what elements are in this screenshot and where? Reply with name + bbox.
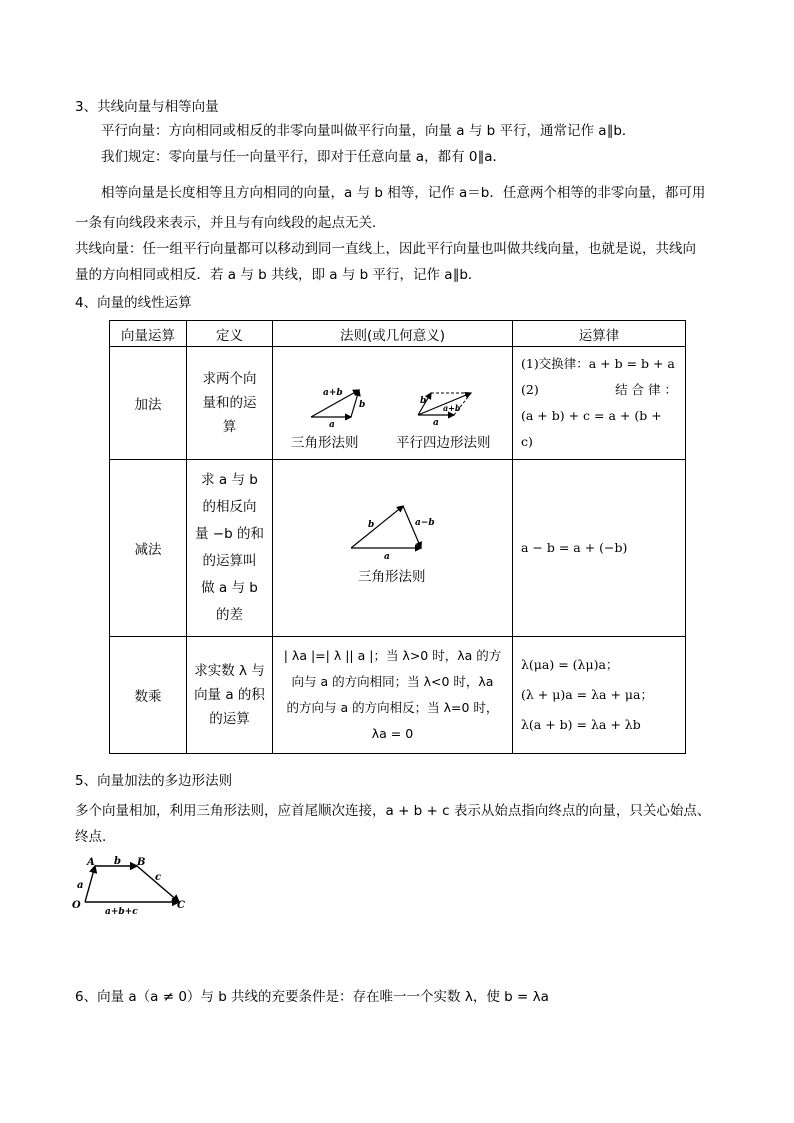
subtraction-law: a − b = a + (−b)	[521, 540, 628, 555]
mul-laws	[513, 637, 686, 754]
sub-vector-b	[351, 506, 403, 548]
parallelogram-rule-figure	[418, 393, 471, 428]
para-label-b: b	[420, 396, 427, 406]
tri-label-b: b	[359, 400, 366, 410]
triangle-rule-figure	[311, 388, 365, 430]
section4-heading: 4、向量的线性运算	[75, 295, 192, 311]
sub-def-line: 的相反向	[202, 499, 257, 515]
section5-heading: 5、向量加法的多边形法则	[75, 773, 233, 789]
section3-heading: 3、共线向量与相等向量	[75, 99, 219, 115]
header-operation: 向量运算	[110, 321, 187, 347]
sub-def-line: 做 a 与 b	[201, 580, 258, 596]
sub-def-line: 量 −b 的和	[195, 526, 264, 542]
mul-law-line: λ(a + b) = λa + λb	[521, 717, 641, 732]
table-row-subtraction	[110, 460, 686, 637]
poly-point-B: B	[137, 857, 146, 868]
add-op: 加法	[110, 347, 187, 460]
parallelogram-rule-label: 平行四边形法则	[396, 435, 491, 451]
mul-definition	[187, 637, 273, 754]
sub-label-a: a	[384, 551, 390, 562]
mul-rule-line: λa = 0	[371, 726, 414, 741]
sub-triangle-rule-label: 三角形法则	[358, 568, 426, 585]
mul-def-line: 向量 a 的积	[194, 687, 265, 703]
associative-label: 结 合 律 ：	[615, 382, 677, 397]
sub-def-line: 的运算叫	[202, 553, 257, 569]
poly-label-b: b	[114, 856, 121, 867]
vector-operations-table	[109, 320, 686, 754]
mul-rule-line: 向与 a 的方向相同；当 λ<0 时，λa	[291, 674, 494, 689]
poly-point-O: O	[72, 900, 81, 911]
table-header-row	[110, 321, 686, 347]
associative-number: (2)	[521, 382, 539, 397]
add-laws	[513, 347, 686, 460]
table-row-scalar	[110, 637, 686, 754]
sub-law	[513, 460, 686, 637]
sub-label-amb: a−b	[415, 517, 435, 528]
sub-def-line: 求 a 与 b	[201, 472, 258, 488]
associative-law: (a + b) + c = a + (b + c)	[521, 408, 662, 449]
mul-rule-line: | λa |=| λ || a |；当 λ>0 时，λa 的方	[283, 648, 502, 663]
header-law: 运算律	[513, 321, 686, 347]
header-rule: 法则(或几何意义)	[273, 321, 513, 347]
mul-op: 数乘	[110, 637, 187, 754]
poly-point-C: C	[177, 900, 185, 911]
subtraction-figure	[273, 461, 513, 636]
mul-rule	[273, 637, 513, 754]
poly-label-a: a	[77, 880, 84, 891]
equal-vector-line1: 相等向量是长度相等且方向相同的向量，a 与 b 相等，记作 a＝b．任意两个相等的非零向量，都可用	[101, 185, 706, 201]
add-definition	[187, 347, 273, 460]
mul-law-line: λ(μa) = (λμ)a；	[521, 657, 619, 672]
add-def-line: 算	[222, 419, 237, 435]
sub-label-b: b	[368, 519, 375, 530]
add-def-line: 量和的运	[202, 395, 257, 411]
sub-definition	[187, 460, 273, 637]
commutative-law: (1)交换律：a + b = b + a	[521, 356, 675, 371]
sub-def-line: 的差	[216, 607, 243, 623]
add-def-line: 求两个向	[202, 371, 257, 387]
tri-label-ab: a+b	[323, 388, 343, 398]
section5-line2: 终点.	[75, 829, 107, 845]
poly-point-A: A	[87, 857, 95, 868]
zero-vector-rule: 我们规定：零向量与任一向量平行，即对于任意向量 a，都有 0∥a．	[101, 149, 506, 165]
poly-vector-a	[85, 866, 95, 902]
section6-text: 6、向量 a（a ≠ 0）与 b 共线的充要条件是：存在唯一一个实数 λ，使 b = λa	[75, 989, 549, 1005]
header-definition: 定义	[187, 321, 273, 347]
sub-op: 减法	[110, 460, 187, 637]
sub-rule	[273, 460, 513, 637]
tri-label-a: a	[329, 420, 335, 430]
mul-def-line: 的运算	[209, 711, 250, 727]
poly-label-sum: a+b+c	[105, 907, 138, 917]
mul-law-line: (λ + μ)a = λa + μa；	[521, 687, 653, 702]
mul-def-line: 求实数 λ 与	[194, 663, 265, 679]
poly-label-c: c	[155, 872, 162, 883]
para-label-ab: a+b	[443, 403, 461, 413]
equal-vector-line2: 一条有向线段来表示，并且与有向线段的起点无关．	[75, 215, 386, 231]
table-row-addition	[110, 347, 686, 460]
collinear-line1: 共线向量：任一组平行向量都可以移动到同一直线上，因此平行向量也叫做共线向量，也就是说，共线向	[75, 241, 696, 257]
para-label-a: a	[433, 418, 439, 428]
triangle-rule-label: 三角形法则	[291, 435, 359, 451]
add-rule	[273, 347, 513, 460]
collinear-line2: 量的方向相同或相反．若 a 与 b 共线，即 a 与 b 平行，记作 a∥b．	[75, 267, 482, 283]
section5-line1: 多个向量相加，利用三角形法则，应首尾顺次连接，a + b + c 表示从始点指向终点的向量，只关心始点、	[75, 803, 711, 819]
parallel-vector-text: 平行向量：方向相同或相反的非零向量叫做平行向量，向量 a 与 b 平行，通常记作 a∥b．	[101, 123, 636, 139]
mul-rule-line: 的方向与 a 的方向相反；当 λ=0 时，	[286, 700, 499, 715]
polygon-rule-figure	[65, 850, 205, 920]
